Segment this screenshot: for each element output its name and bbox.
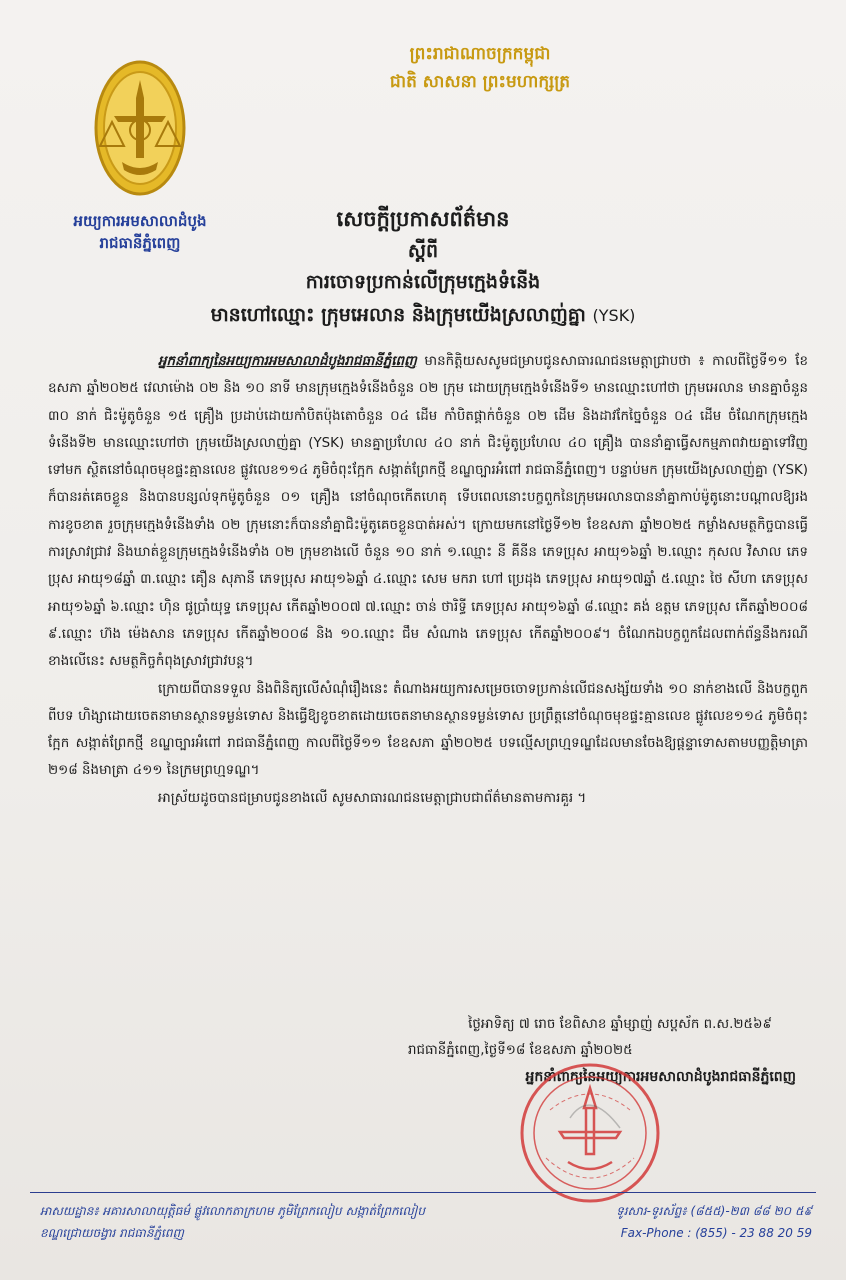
court-name-line1: អយ្យការអមសាលាដំបូង bbox=[73, 212, 207, 230]
kingdom-header bbox=[300, 40, 660, 96]
phone-english: Fax-Phone : (855) - 23 88 20 59 bbox=[620, 1226, 812, 1240]
paragraph-1 bbox=[48, 348, 808, 676]
footer-divider bbox=[30, 1192, 816, 1193]
paragraph-1-text: មានកិត្តិយសសូមជម្រាបជូនសាធារណជនមេត្តាជ្រាបថា ៖ កាលពីថ្ងៃទី១១ ខែឧសភា ឆ្នាំ២០២៥ វេលាម៉ោង ០២ និង ១០ នាទី មានក្រុមក្មេងទំនើងចំនួន ០២ ក្រុម ដោយក្រុមក្មេងទំនើងទី១ មានឈ្មោះហៅថា ក្រុមអេលាន មានគ្នាចំនួន ៣០ នាក់ ជិះម៉ូតូចំនួន ១៥ គ្រឿង ប្រដាប់ដោយកាំបិតប៉ុងតោចំនួន ០៤ ដើម កាំបិតផ្គាក់ចំនួន ០២ ដើម និងដាវកែច្នៃចំនួន ០៤ ដើម ចំណែកក្រុមក្មេងទំនើងទី២ មានឈ្មោះហៅថា ក្រុមយើងស្រលាញ់គ្នា (YSK) មានគ្នាប្រហែល ៤០ នាក់ ជិះម៉ូតូប្រហែល ៤០ គ្រឿង បាននាំគ្នាធ្វើសកម្មភាពវាយគ្នាទៅវិញទៅមក ស្ថិតនៅចំណុចមុខផ្ទះគ្មានលេខ ផ្លូវលេខ១១៤ ភូមិចំពុះក្អែក សង្កាត់ព្រែកថ្មី ខណ្ឌច្បារអំពៅ រាជធានីភ្នំពេញ។ បន្ទាប់មក ក្រុមយើងស្រលាញ់គ្នា (YSK) ក៏បានរត់គេចខ្លួន និងបានបន្សល់ទុកម៉ូតូចំនួន ០១ គ្រឿង នៅចំណុចកើតហេតុ ទើបពេលនោះបក្ខពួកនៃក្រុមអេលានបាននាំគ្នាកាប់ម៉ូតូនោះបណ្ដាលឱ្យរងការខូចខាត រួចក្រុមក្មេងទំនើងទាំង ០២ ក្រុមនោះក៏បាននាំគ្នាជិះម៉ូតូគេចខ្លួនបាត់អស់។ ក្រោយមកនៅថ្ងៃទី១២ ខែឧសភា ឆ្នាំ២០២៥ កម្លាំងសមត្ថកិច្ចបានធ្វើការស្រាវជ្រាវ និងឃាត់ខ្លួនក្រុមក្មេងទំនើងទាំង ០២ ក្រុមខាងលើ ចំនួន ១០ នាក់ ១.ឈ្មោះ នី គីនីន ភេទប្រុស អាយុ១៦ឆ្នាំ ២.ឈ្មោះ កុសល វិសាល ភេទប្រុស អាយុ១៨ឆ្នាំ ៣.ឈ្មោះ គឿន សុភានី ភេទប្រុស អាយុ១៦ឆ្នាំ ៤.ឈ្មោះ សេម មករា ហៅ ប្រេដុង ភេទប្រុស អាយុ១៧ឆ្នាំ ៥.ឈ្មោះ ថៃ សីហា ភេទប្រុស អាយុ១៦ឆ្នាំ ៦.ឈ្មោះ ហ៊ិន ផូប្រាំយុទ្ធ ភេទប្រុស កើតឆ្នាំ២០០៧ ៧.ឈ្មោះ ចាន់ ថារិទ្ធី ភេទប្រុស អាយុ១៦ឆ្នាំ ៨.ឈ្មោះ គង់ ឧត្ដម ភេទប្រុស កើតឆ្នាំ២០០៨ ៩.ឈ្មោះ ហ៊ង ម៉េងសាន ភេទប្រុស កើតឆ្នាំ២០០៨ និង ១០.ឈ្មោះ ជឹម សំណាង ភេទប្រុស កើតឆ្នាំ២០០៩។ ចំណែកឯបក្ខពួកដែលពាក់ព័ន្ធនឹងករណីខាងលើនេះ សមត្ថកិច្ចកំពុងស្រាវជ្រាវបន្ត។ bbox=[48, 354, 808, 670]
title-ysk: (YSK) bbox=[592, 306, 636, 325]
official-seal-icon bbox=[510, 1058, 670, 1208]
footer-contact bbox=[552, 1200, 812, 1244]
court-emblem-icon bbox=[92, 58, 188, 198]
issue-date: រាជធានីភ្នំពេញ,ថ្ងៃទី១៨ ខែឧសភា ឆ្នាំ២០២៥ bbox=[408, 1043, 633, 1058]
title-line2: ស្ដីពី bbox=[407, 240, 439, 262]
title-line1: សេចក្ដីប្រកាសព័ត៌មាន bbox=[336, 207, 510, 231]
paragraph-3: អាស្រ័យដូចបានជម្រាបជូនខាងលើ សូមសាធារណជនមេត្តាជ្រាបជាព័ត៌មានតាមការគួរ ។ bbox=[158, 790, 587, 806]
closing-block bbox=[48, 1012, 808, 1090]
document-body bbox=[48, 348, 808, 812]
title-line4 bbox=[130, 298, 716, 333]
kingdom-line2: ជាតិ សាសនា ព្រះមហាក្សត្រ bbox=[389, 72, 571, 92]
address-line2: ខណ្ឌជ្រោយចង្វារ រាជធានីភ្នំពេញ bbox=[40, 1226, 184, 1240]
kingdom-line1: ព្រះរាជាណាចក្រកម្ពុជា bbox=[409, 44, 551, 64]
paragraph-2: ក្រោយពីបានទទួល និងពិនិត្យលើសំណុំរឿងនេះ តំណាងអយ្យការសម្រេចចោទប្រកាន់លើជនសង្ស័យទាំង ១០ នាក់ខាងលើ និងបក្ខពួក ពីបទ ហិង្សាដោយចេតនាមានស្ថានទម្ងន់ទោស និងធ្វើឱ្យខូចខាតដោយចេតនាមានស្ថានទម្ងន់ទោស ប្រព្រឹត្តនៅចំណុចមុខផ្ទះគ្មានលេខ ផ្លូវលេខ១១៤ ភូមិចំពុះក្អែក សង្កាត់ព្រែកថ្មី ខណ្ឌច្បារអំពៅ រាជធានីភ្នំពេញ កាលពីថ្ងៃទី១១ ខែឧសភា ឆ្នាំ២០២៥ បទល្មើសព្រហ្មទណ្ឌដែលមានចែងឱ្យផ្ដន្ទាទោសតាមបញ្ញត្តិមាត្រា ២១៨ និងមាត្រា ៤១១ នៃក្រមព្រហ្មទណ្ឌ។ bbox=[48, 681, 808, 779]
lunar-date: ថ្ងៃអាទិត្យ ៧ រោច ខែពិសាខ ឆ្នាំម្សាញ់ សប្ដស័ក ព.ស.២៥៦៩ bbox=[468, 1017, 772, 1032]
phone-khmer: ទូរសារ-ទូរស័ព្ទ៖ (៨៥៥)-២៣ ៨៨ ២០ ៥៩ bbox=[616, 1204, 812, 1218]
court-name-line2: រាជធានីភ្នំពេញ bbox=[99, 234, 181, 252]
signatory: អ្នកនាំពាក្យនៃអយ្យការអមសាលាដំបូងរាជធានីភ្នំពេញ bbox=[525, 1069, 796, 1085]
title-line3: ការចោទប្រកាន់លើក្រុមក្មេងទំនើង bbox=[305, 271, 541, 293]
paragraph-1-lead: អ្នកនាំពាក្យនៃអយ្យការអមសាលាដំបូងរាជធានីភ្នំពេញ bbox=[158, 354, 417, 369]
footer-address bbox=[40, 1200, 540, 1244]
address-line1: អាសយដ្ឋាន៖ អគារសាលាយុត្តិធម៌ ផ្លូវលោកតាក្រហម ភូមិព្រែកលៀប សង្កាត់ព្រែកលៀប bbox=[40, 1204, 425, 1218]
title-line4-text: មានហៅឈ្មោះ ក្រុមអេលាន និងក្រុមយើងស្រលាញ់គ្នា bbox=[210, 304, 586, 326]
document-title bbox=[130, 202, 716, 333]
